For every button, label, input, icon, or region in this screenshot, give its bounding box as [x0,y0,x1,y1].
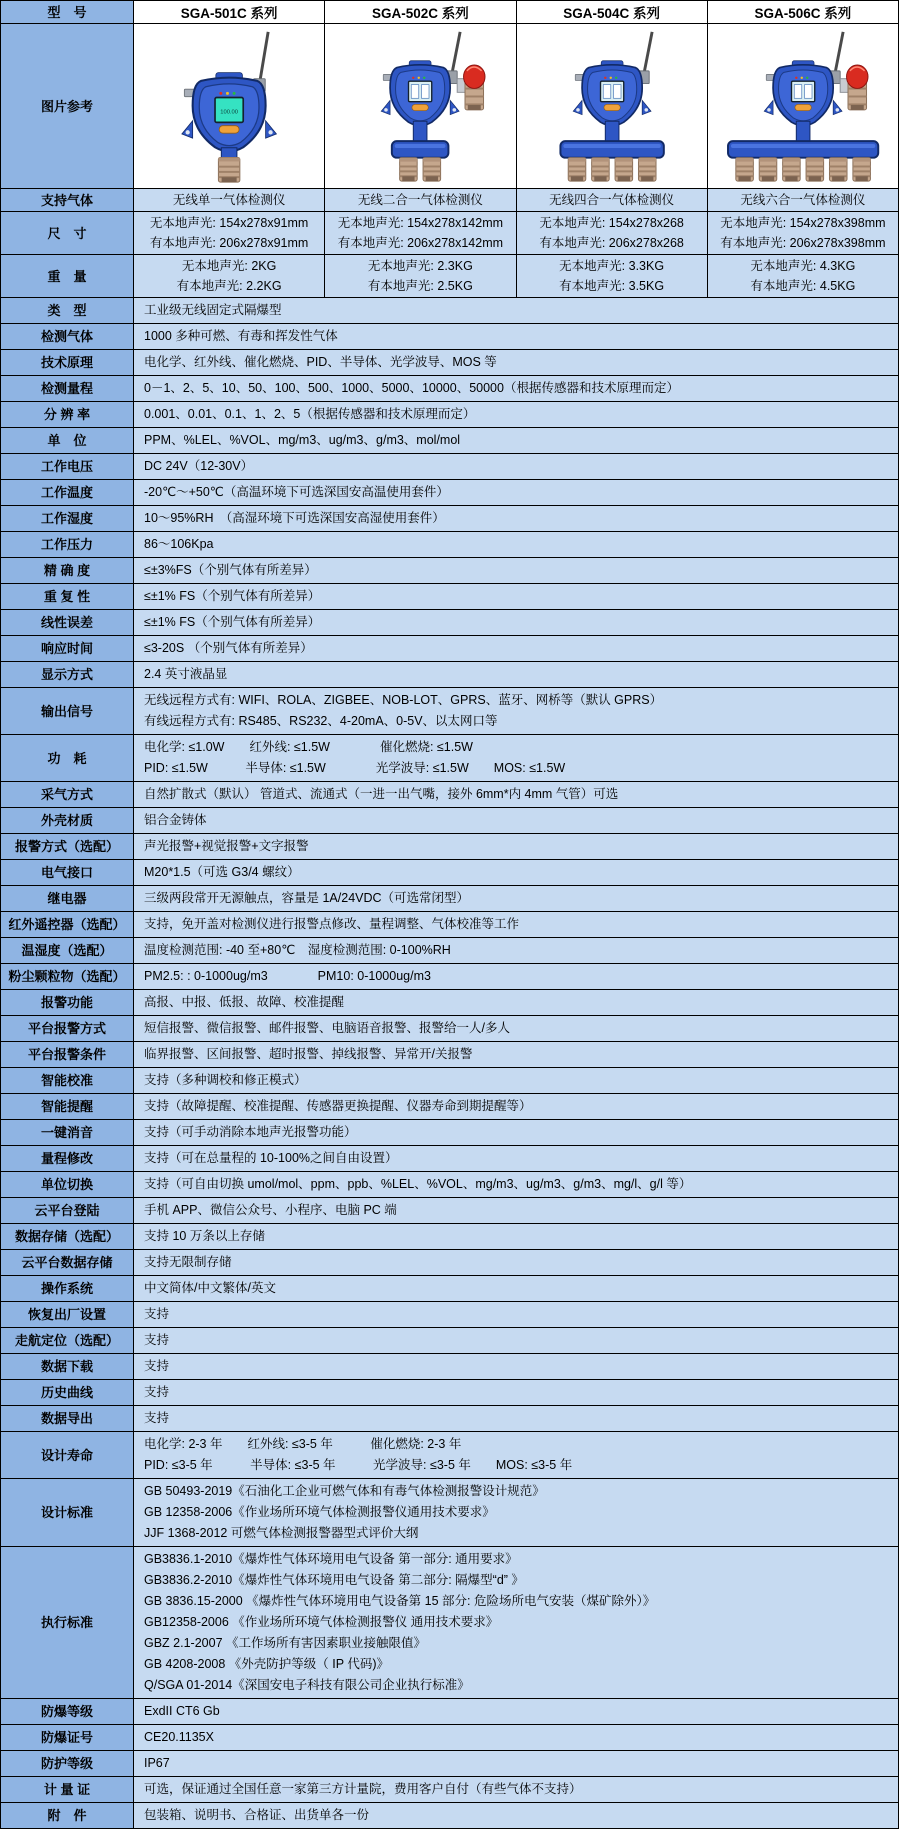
value-line: 1000 多种可燃、有毒和挥发性气体 [144,329,338,343]
row-label: 防护等级 [1,1751,134,1776]
spec-grid-row [1,255,898,298]
spec-value-cell [134,834,898,859]
spec-value-cell [134,1725,898,1750]
spec-value-cell [134,324,898,349]
row-label: 恢复出厂设置 [1,1302,134,1327]
row-label: 功 耗 [1,735,134,781]
value-line: 有本地声光: 4.5KG [750,279,856,293]
model-header-cell: SGA-502C 系列 [325,1,516,23]
product-image-row [1,24,898,189]
row-label: 防爆证号 [1,1725,134,1750]
value-line: GB 4208-2008 《外壳防护等级（ IP 代码)》 [144,1657,389,1671]
value-line: PPM、%LEL、%VOL、mg/m3、ug/m3、g/m3、mol/mol [144,433,461,447]
spec-value-cell [134,860,898,885]
spec-value-cell [134,428,898,453]
grid-value-cell [325,255,516,297]
value-line: 可选，保证通过全国任意一家第三方计量院，费用客户自付（有些气体不支持） [144,1782,582,1796]
row-label: 重 量 [1,255,134,297]
value-line: 86～106Kpa [144,537,214,551]
spec-row [1,1276,898,1302]
spec-row [1,1198,898,1224]
spec-row [1,1725,898,1751]
row-label: 工作电压 [1,454,134,479]
spec-value-cell [134,808,898,833]
spec-value-cell [134,636,898,661]
value-line: -20℃～+50℃（高温环境下可选深国安高温使用套件） [144,485,449,499]
spec-row [1,1094,898,1120]
value-line: 支持，免开盖对检测仪进行报警点修改、量程调整、气体校准等工作 [144,917,520,931]
row-label: 红外遥控器（选配） [1,912,134,937]
spec-value-cell [134,1146,898,1171]
row-label: 电气接口 [1,860,134,885]
row-label: 外壳材质 [1,808,134,833]
row-label: 量程修改 [1,1146,134,1171]
spec-row [1,1432,898,1479]
spec-row [1,532,898,558]
spec-value-cell [134,558,898,583]
row-label: 尺 寸 [1,212,134,254]
row-label: 设计标准 [1,1479,134,1546]
value-line: ≤±1% FS（个别气体有所差异） [144,589,321,603]
value-line: 支持 [144,1359,170,1373]
row-label: 支持气体 [1,189,134,211]
spec-row [1,1068,898,1094]
value-line: 无本地声光: 2KG [181,259,277,273]
value-line: 10～95%RH （高湿环境下可选深国安高湿使用套件） [144,511,445,525]
value-line: 支持（可手动消除本地声光报警功能） [144,1125,357,1139]
value-line: 电化学、红外线、催化燃烧、PID、半导体、光学波导、MOS 等 [144,355,497,369]
row-label: 响应时间 [1,636,134,661]
row-label: 工作压力 [1,532,134,557]
grid-value-cell [708,212,898,254]
spec-row [1,1547,898,1699]
spec-value-cell [134,1751,898,1776]
grid-value-cell [708,189,898,211]
value-line: 支持（多种调校和修正模式） [144,1073,307,1087]
spec-value-cell [134,912,898,937]
spec-row [1,1699,898,1725]
row-label: 平台报警方式 [1,1016,134,1041]
model-header-row [1,1,898,24]
spec-row [1,584,898,610]
value-line: IP67 [144,1756,170,1770]
spec-row [1,1016,898,1042]
row-label: 技术原理 [1,350,134,375]
spec-row [1,1803,898,1828]
spec-value-cell [134,610,898,635]
row-label: 工作温度 [1,480,134,505]
value-line: 自然扩散式（默认） 管道式、流通式（一进一出气嘴，接外 6mm*内 4mm 气管）可选 [144,787,619,801]
row-label: 设计寿命 [1,1432,134,1478]
spec-row [1,1328,898,1354]
value-line: 有本地声光: 2.5KG [367,279,473,293]
image-row-label: 图片参考 [1,24,134,188]
value-line: 支持无限制存储 [144,1255,232,1269]
spec-row [1,1406,898,1432]
value-line: GB3836.1-2010《爆炸性气体环境用电气设备 第一部分: 通用要求》 [144,1552,518,1566]
value-line: 支持（可自由切换 umol/mol、ppm、ppb、%LEL、%VOL、mg/m3、ug/m3、g/m3、mg/l、g/l 等） [144,1177,692,1191]
spec-value-cell [134,454,898,479]
model-header-label: 型 号 [1,1,134,23]
value-line: 手机 APP、微信公众号、小程序、电脑 PC 端 [144,1203,397,1217]
spec-value-cell [134,1172,898,1197]
spec-row [1,428,898,454]
value-line: JJF 1368-2012 可燃气体检测报警器型式评价大纲 [144,1526,419,1540]
spec-value-cell [134,1354,898,1379]
spec-row [1,402,898,428]
value-line: GB 50493-2019《石油化工企业可燃气体和有毒气体检测报警设计规范》 [144,1484,545,1498]
value-line: GB12358-2006 《作业场所环境气体检测报警仪 通用技术要求》 [144,1615,499,1629]
spec-row [1,1042,898,1068]
spec-row [1,834,898,860]
row-label: 数据导出 [1,1406,134,1431]
value-line: 0.001、0.01、0.1、1、2、5（根据传感器和技术原理而定） [144,407,476,421]
spec-value-cell [134,1068,898,1093]
value-line: 0－1、2、5、10、50、100、500、1000、5000、10000、50000（根据传感器和技术原理而定） [144,381,679,395]
value-line: 无线六合一气体检测仪 [740,193,866,207]
row-label: 输出信号 [1,688,134,734]
spec-value-cell [134,1250,898,1275]
spec-value-cell [134,1479,898,1546]
row-label: 走航定位（选配） [1,1328,134,1353]
spec-row [1,1751,898,1777]
spec-grid-row [1,189,898,212]
row-label: 云平台登陆 [1,1198,134,1223]
detector-illustration [519,26,705,186]
row-label: 数据存储（选配） [1,1224,134,1249]
spec-value-cell [134,1777,898,1802]
row-label: 智能校准 [1,1068,134,1093]
row-label: 操作系统 [1,1276,134,1301]
grid-value-cell [134,212,325,254]
spec-row [1,298,898,324]
spec-row [1,964,898,990]
spec-value-cell [134,584,898,609]
value-line: CE20.1135X [144,1730,214,1744]
model-header-cell: SGA-504C 系列 [517,1,708,23]
grid-value-cell [134,189,325,211]
spec-value-cell [134,782,898,807]
grid-value-cell [325,189,516,211]
spec-row [1,1479,898,1547]
spec-row [1,662,898,688]
row-label: 精 确 度 [1,558,134,583]
spec-row [1,506,898,532]
value-line: ExdII CT6 Gb [144,1704,220,1718]
row-label: 采气方式 [1,782,134,807]
spec-value-cell [134,532,898,557]
value-line: 有本地声光: 206x278x142mm [337,236,504,250]
detector-illustration [136,26,322,186]
spec-value-cell [134,1016,898,1041]
model-header-cells [134,1,898,23]
value-line: GB 12358-2006《作业场所环境气体检测报警仪通用技术要求》 [144,1505,495,1519]
row-label: 工作湿度 [1,506,134,531]
spec-row [1,1250,898,1276]
spec-value-cell [134,1120,898,1145]
value-line: 无线四合一气体检测仪 [549,193,675,207]
spec-grid-row [1,212,898,255]
spec-value-cell [134,964,898,989]
spec-value-cell [134,1224,898,1249]
value-line: 无本地声光: 154x278x268 [539,216,684,230]
spec-row [1,1777,898,1803]
spec-value-cell [134,506,898,531]
value-line: ≤±3%FS（个别气体有所差异） [144,563,317,577]
value-line: PM2.5: : 0-1000ug/m3 PM10: 0-1000ug/m3 [144,969,431,983]
row-label: 粉尘颗粒物（选配） [1,964,134,989]
sga-506c-detector-image [708,24,898,188]
sga-502c-detector-image [325,24,516,188]
spec-value-cell [134,1042,898,1067]
spec-row [1,454,898,480]
spec-row [1,1224,898,1250]
row-label: 执行标准 [1,1547,134,1698]
value-line: 有本地声光: 206x278x268 [539,236,684,250]
value-line: 支持（可在总量程的 10-100%之间自由设置） [144,1151,398,1165]
row-label: 数据下载 [1,1354,134,1379]
value-line: 工业级无线固定式隔爆型 [144,303,282,317]
value-line: 有本地声光: 206x278x91mm [149,236,309,250]
spec-value-cell [134,1328,898,1353]
spec-row [1,324,898,350]
row-label: 防爆等级 [1,1699,134,1724]
spec-value-cell [134,402,898,427]
row-label: 附 件 [1,1803,134,1828]
value-line: M20*1.5（可选 G3/4 螺纹） [144,865,300,879]
spec-row [1,376,898,402]
model-header-cell: SGA-501C 系列 [134,1,325,23]
spec-value-cell [134,1547,898,1698]
spec-row [1,782,898,808]
spec-value-cell [134,1302,898,1327]
spec-value-cell [134,1380,898,1405]
value-line: 临界报警、区间报警、超时报警、掉线报警、异常开/关报警 [144,1047,473,1061]
spec-row [1,912,898,938]
value-line: DC 24V（12-30V） [144,459,254,473]
value-line: 铝合金铸体 [144,813,207,827]
row-label: 线性误差 [1,610,134,635]
value-line: 电化学: 2-3 年 红外线: ≤3-5 年 催化燃烧: 2-3 年 [144,1437,462,1451]
value-line: 无线远程方式有: WIFI、ROLA、ZIGBEE、NOB-LOT、GPRS、蓝牙、网桥等（默认 GPRS） [144,693,663,707]
spec-value-cell [134,688,898,734]
row-label: 继电器 [1,886,134,911]
spec-value-cell [134,1198,898,1223]
value-line: 包装箱、说明书、合格证、出货单各一份 [144,1808,370,1822]
spec-row [1,886,898,912]
value-line: 支持 [144,1307,170,1321]
value-line: 高报、中报、低报、故障、校准提醒 [144,995,345,1009]
value-line: PID: ≤3-5 年 半导体: ≤3-5 年 光学波导: ≤3-5 年 MOS: ≤3-5 年 [144,1458,573,1472]
value-line: ≤3-20S （个别气体有所差异） [144,641,313,655]
spec-row [1,735,898,782]
spec-row [1,688,898,735]
spec-value-cell [134,298,898,323]
value-line: 无本地声光: 154x278x91mm [149,216,309,230]
grid-row-cells [134,212,898,254]
value-line: 支持 [144,1385,170,1399]
detector-illustration [710,26,896,186]
value-line: 无线单一气体检测仪 [172,193,286,207]
spec-row [1,636,898,662]
value-line: 有本地声光: 206x278x398mm [720,236,886,250]
value-line: Q/SGA 01-2014《深国安电子科技有限公司企业执行标准》 [144,1678,470,1692]
value-line: 支持（故障提醒、校准提醒、传感器更换提醒、仪器寿命到期提醒等） [144,1099,532,1113]
spec-value-cell [134,376,898,401]
value-line: PID: ≤1.5W 半导体: ≤1.5W 光学波导: ≤1.5W MOS: ≤1.5W [144,761,566,775]
svg-text:100.00: 100.00 [220,109,238,116]
row-label: 类 型 [1,298,134,323]
value-line: ≤±1% FS（个别气体有所差异） [144,615,321,629]
value-line: 无本地声光: 2.3KG [367,259,473,273]
value-line: 支持 10 万条以上存储 [144,1229,265,1243]
spec-row [1,1302,898,1328]
sga-501c-detector-image [134,24,325,188]
spec-row [1,808,898,834]
grid-row-cells [134,255,898,297]
spec-value-cell [134,350,898,375]
row-label: 重 复 性 [1,584,134,609]
model-header-cell: SGA-506C 系列 [708,1,898,23]
row-label: 分 辨 率 [1,402,134,427]
row-label: 计 量 证 [1,1777,134,1802]
value-line: 有本地声光: 3.5KG [559,279,665,293]
value-line: GB 3836.15-2000 《爆炸性气体环境用电气设备第 15 部分: 危险场所电气安装（煤矿除外）》 [144,1594,656,1608]
spec-value-cell [134,1276,898,1301]
spec-value-cell [134,1699,898,1724]
spec-row [1,990,898,1016]
spec-value-cell [134,662,898,687]
grid-value-cell [134,255,325,297]
spec-row [1,558,898,584]
product-image-cells [134,24,898,188]
spec-row [1,610,898,636]
spec-row [1,350,898,376]
spec-row [1,1120,898,1146]
value-line: 温度检测范围: -40 至+80℃ 湿度检测范围: 0-100%RH [144,943,451,957]
row-label: 平台报警条件 [1,1042,134,1067]
value-line: 无本地声光: 154x278x142mm [337,216,504,230]
spec-row [1,938,898,964]
spec-value-cell [134,990,898,1015]
value-line: 三级两段常开无源触点，容量是 1A/24VDC（可选常闭型） [144,891,470,905]
row-label: 检测气体 [1,324,134,349]
spec-row [1,1354,898,1380]
value-line: 2.4 英寸液晶显 [144,667,228,681]
spec-row [1,1146,898,1172]
value-line: 声光报警+视觉报警+文字报警 [144,839,309,853]
row-label: 一键消音 [1,1120,134,1145]
row-label: 报警功能 [1,990,134,1015]
value-line: 电化学: ≤1.0W 红外线: ≤1.5W 催化燃烧: ≤1.5W [144,740,473,754]
spec-value-cell [134,1094,898,1119]
spec-value-cell [134,1803,898,1828]
grid-value-cell [517,255,708,297]
row-label: 智能提醒 [1,1094,134,1119]
value-line: 支持 [144,1411,170,1425]
spec-row [1,860,898,886]
spec-value-cell [134,480,898,505]
grid-row-cells [134,189,898,211]
spec-value-cell [134,886,898,911]
value-line: GBZ 2.1-2007 《工作场所有害因素职业接触限值》 [144,1636,426,1650]
row-label: 云平台数据存储 [1,1250,134,1275]
grid-value-cell [325,212,516,254]
value-line: 支持 [144,1333,170,1347]
value-line: 短信报警、微信报警、邮件报警、电脑语音报警、报警给一人/多人 [144,1021,510,1035]
row-label: 历史曲线 [1,1380,134,1405]
spec-row [1,480,898,506]
spec-value-cell [134,735,898,781]
value-line: 中文简体/中文繁体/英文 [144,1281,276,1295]
row-label: 温湿度（选配） [1,938,134,963]
detector-illustration [327,26,513,186]
value-line: 无线二合一气体检测仪 [357,193,483,207]
grid-value-cell [517,189,708,211]
grid-value-cell [708,255,898,297]
value-line: 无本地声光: 3.3KG [559,259,665,273]
sga-504c-detector-image [517,24,708,188]
value-line: 无本地声光: 4.3KG [750,259,856,273]
spec-value-cell [134,1432,898,1478]
value-line: 无本地声光: 154x278x398mm [720,216,886,230]
spec-value-cell [134,938,898,963]
row-label: 单位切换 [1,1172,134,1197]
spec-row [1,1172,898,1198]
row-label: 检测量程 [1,376,134,401]
value-line: GB3836.2-2010《爆炸性气体环境用电气设备 第二部分: 隔爆型“d” 》 [144,1573,524,1587]
row-label: 报警方式（选配） [1,834,134,859]
grid-value-cell [517,212,708,254]
spec-row [1,1380,898,1406]
value-line: 有线远程方式有: RS485、RS232、4-20mA、0-5V、以太网口等 [144,714,498,728]
row-label: 单 位 [1,428,134,453]
spec-value-cell [134,1406,898,1431]
value-line: 有本地声光: 2.2KG [176,279,282,293]
row-label: 显示方式 [1,662,134,687]
